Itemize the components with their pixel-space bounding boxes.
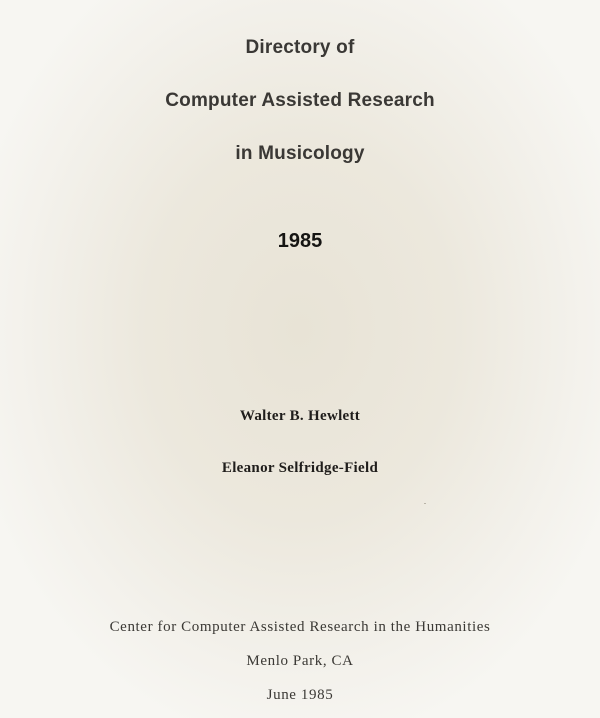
author-2: Eleanor Selfridge-Field xyxy=(221,460,379,476)
publication-date: June 1985 xyxy=(266,687,334,703)
publication-year: 1985 xyxy=(277,230,323,252)
publisher: Center for Computer Assisted Research in the Humanities xyxy=(109,619,491,635)
author-1: Walter B. Hewlett xyxy=(239,408,361,424)
title-line-3: in Musicology xyxy=(235,143,365,164)
publisher-place: Menlo Park, CA xyxy=(246,653,354,669)
title-line-2: Computer Assisted Research xyxy=(165,90,435,111)
paper-speck xyxy=(424,503,426,504)
title-line-1: Directory of xyxy=(245,37,355,58)
